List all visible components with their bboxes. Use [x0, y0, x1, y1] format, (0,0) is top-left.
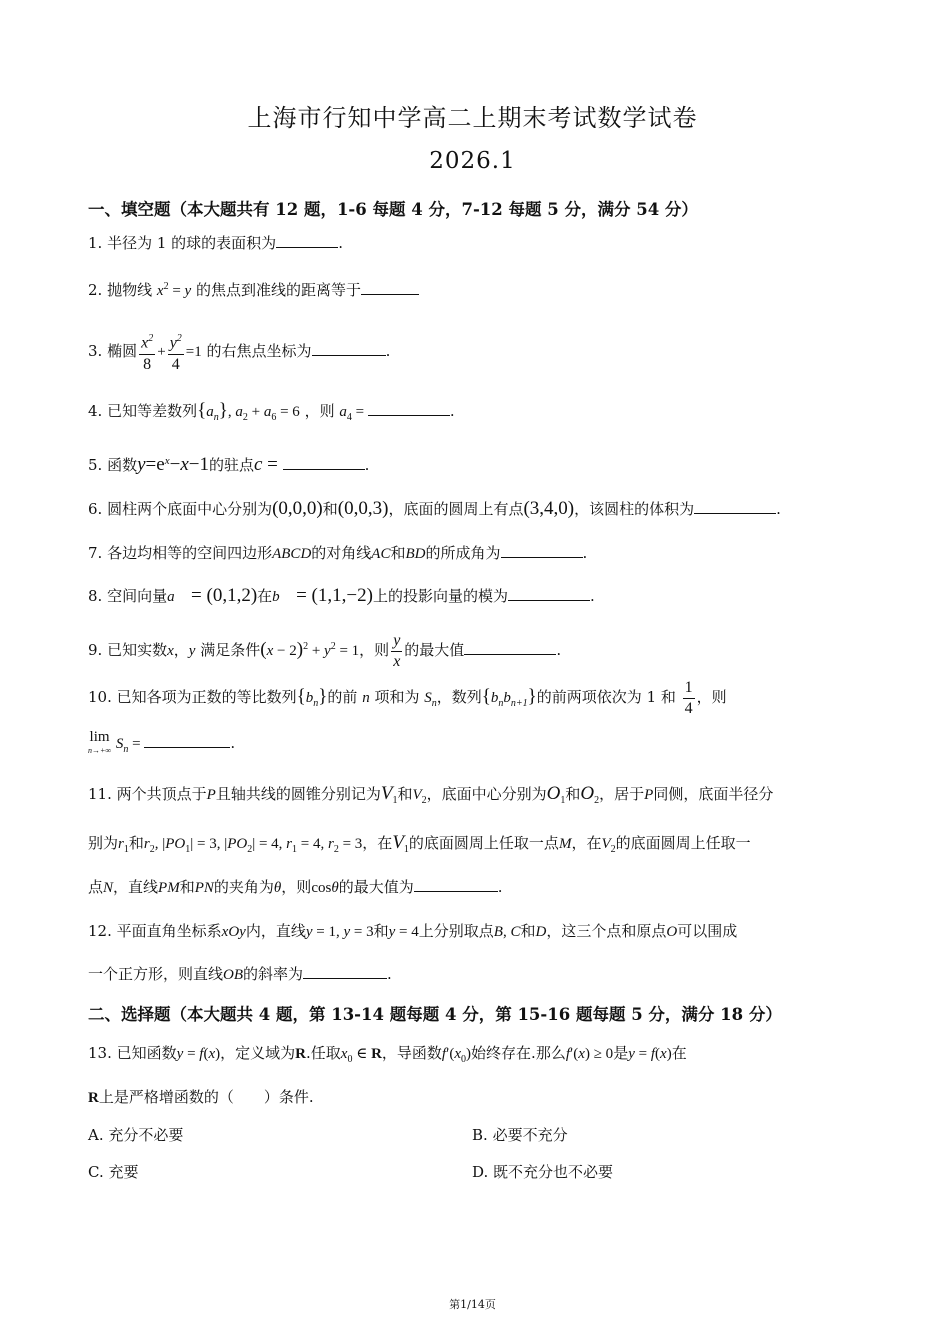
answer-blank[interactable]	[414, 877, 498, 892]
option-c[interactable]: C. 充要	[88, 1163, 139, 1181]
question-13: 13. 已知函数y = f(x)，定义域为R.任取$x_0$ ∈ R，导函数$f'(x_0)$始终存在.那么f′(x) ≥ 0是y = f(x)在	[88, 1044, 687, 1065]
question-9: 9. 已知实数x，y 满足条件$(x - 2)^2 + y^2 = 1$，则 $\frac{y}{x}$ 的最大值 .	[88, 631, 562, 670]
exam-date: 2026.1	[429, 148, 516, 174]
question-4: 4. 已知等差数列$\{a_n\}$, $a_2 + a_6 = 6$ ，则 $a_4$ = .	[88, 400, 455, 423]
option-b[interactable]: B. 必要不充分	[472, 1126, 568, 1144]
question-5: 5. 函数$y=e^x-x-1$的驻点c = .	[88, 454, 370, 475]
question-11-line2: 别为$r_1$和$r_2$, $|PO_1| = 3$, $|PO_2| = 4$, $r_1 = 4$, $r_2 = 3$，在$V_1$的底面圆周上任取一点M，在$V_2$的底面圆周上任取一	[88, 832, 751, 855]
question-3: 3. 椭圆 $\frac{x^2}{8}$ + $\frac{y^2}{4}$ =1 的右焦点坐标为 .	[88, 326, 863, 376]
question-11: 11. 两个共顶点于P且轴共线的圆锥分别记为$V_1$和$V_2$，底面中心分别为$O_1$和$O_2$，居于P同侧，底面半径分	[88, 783, 774, 806]
answer-blank[interactable]	[508, 586, 590, 601]
answer-blank[interactable]	[303, 964, 387, 979]
fraction: $\frac{1}{4}$	[684, 678, 693, 717]
answer-blank[interactable]	[368, 401, 450, 416]
answer-blank[interactable]	[144, 733, 230, 748]
question-10: 10. 已知各项为正数的等比数列$\{b_n\}$的前 n 项和为 $S_n$，数列$\{b_nb_{n+1}\}$的前两项依次为 1 和 $\frac{1}{4}$ ，则	[88, 678, 727, 717]
page-number: 第1/14页	[449, 1298, 496, 1311]
exam-title: 上海市行知中学高二上期末考试数学试卷	[247, 104, 698, 132]
section-heading-fill-in: 一、填空题（本大题共有 12 题，1-6 每题 4 分，7-12 每题 5 分，满分 54 分）	[88, 200, 698, 219]
fraction: $\frac{y}{x}$	[393, 631, 401, 670]
section-heading-multiple-choice: 二、选择题（本大题共 4 题，第 13-14 题每题 4 分，第 15-16 题每题 5 分，满分 18 分）	[88, 1005, 782, 1024]
question-1: 1. 半径为 1 的球的表面积为 .	[88, 234, 343, 252]
question-10-cont: lim n→+∞ $S_n$ = .	[88, 729, 236, 755]
question-12-line2: 一个正方形，则直线OB的斜率为 .	[88, 965, 392, 983]
question-11-line3: 点N，直线PM和PN的夹角为θ，则cosθ的最大值为 .	[88, 878, 503, 896]
answer-blank[interactable]	[283, 455, 365, 470]
question-12: 12. 平面直角坐标系xOy内，直线y = 1, y = 3和y = 4上分别取点B, C和D，这三个点和原点O可以围成	[88, 922, 738, 940]
answer-blank[interactable]	[694, 499, 776, 514]
question-7: 7. 各边均相等的空间四边形ABCD的对角线AC和BD的所成角为 .	[88, 544, 588, 562]
option-d[interactable]: D. 既不充分也不必要	[472, 1163, 614, 1181]
fraction: $\frac{y^2}{4}$	[168, 329, 184, 374]
answer-blank[interactable]	[464, 640, 556, 655]
answer-blank[interactable]	[501, 543, 583, 558]
answer-blank[interactable]	[312, 341, 386, 356]
option-a[interactable]: A. 充分不必要	[88, 1126, 184, 1144]
question-8: 8. 空间向量a⃗ = (0,1,2)在b⃗ = (1,1,−2)上的投影向量的模为 .	[88, 585, 595, 606]
fraction: $\frac{x^2}{8}$	[139, 329, 155, 374]
answer-blank[interactable]	[276, 233, 338, 248]
answer-blank[interactable]	[361, 280, 419, 295]
question-2: 2. 抛物线 $x^2 = y$ 的焦点到准线的距离等于	[88, 276, 863, 302]
question-6: 6. 圆柱两个底面中心分别为(0,0,0)和(0,0,3)，底面的圆周上有点(3,4,0)，该圆柱的体积为 .	[88, 498, 781, 519]
question-13-line2: R上是严格增函数的（ ）条件.	[88, 1088, 314, 1106]
